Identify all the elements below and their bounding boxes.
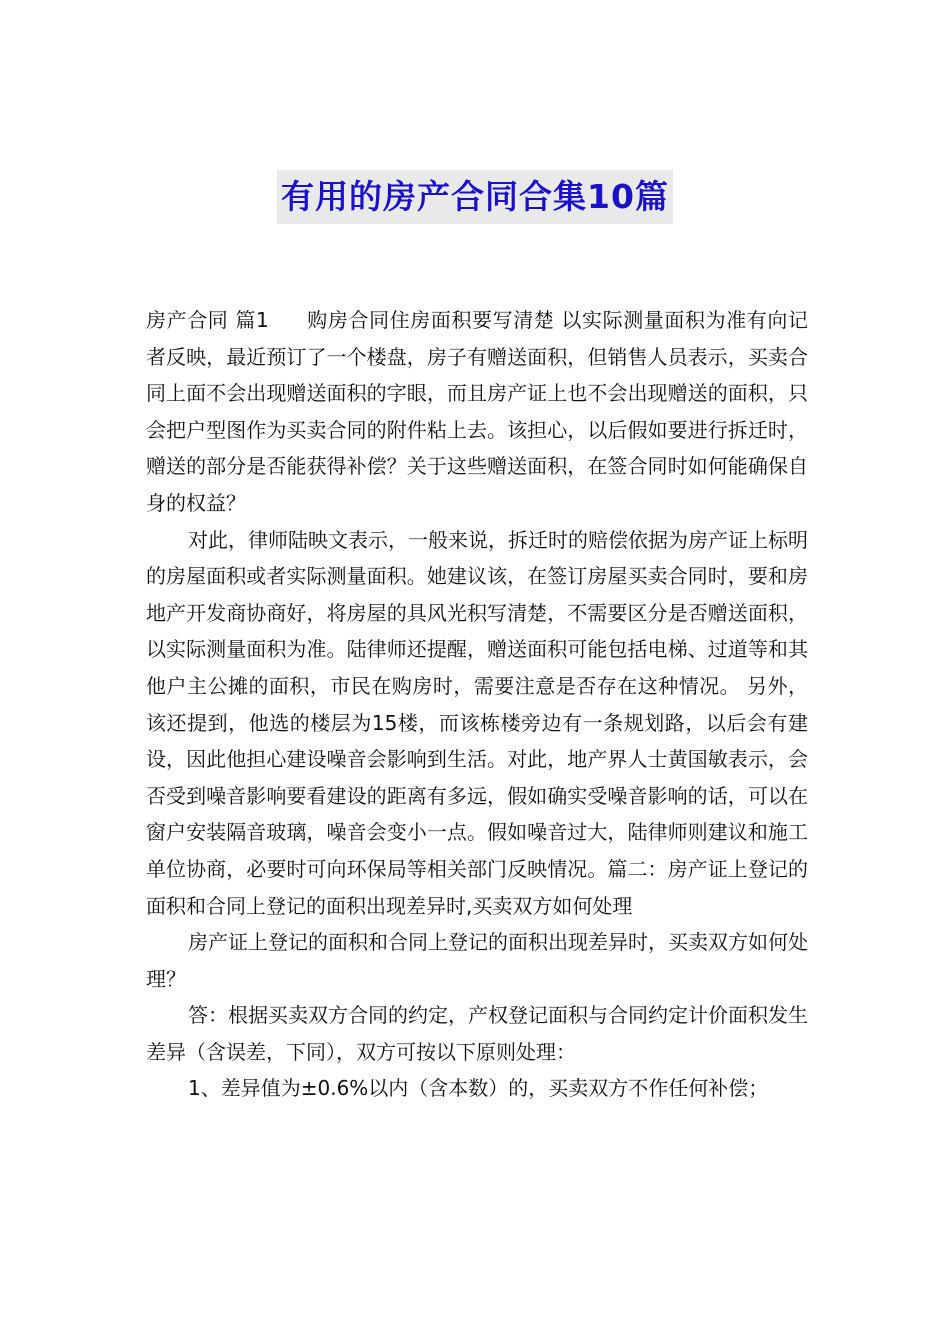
section-heading: 房产合同 篇1 <box>146 308 269 332</box>
document-title: 有用的房产合同合集10篇 <box>277 170 673 224</box>
paragraph-3: 房产证上登记的面积和合同上登记的面积出现差异时，买卖双方如何处理？ <box>146 930 808 991</box>
paragraph-5: 1、差异值为±0.6%以内（含本数）的，买卖双方不作任何补偿； <box>188 1076 769 1101</box>
title-container <box>0 170 950 224</box>
paragraph-1 <box>146 302 808 522</box>
paragraph-2: 对此，律师陆映文表示，一般来说，拆迁时的赔偿依据为房产证上标明的房屋面积或者实际测量面积。她建议该，在签订房屋买卖合同时，要和房地产开发商协商好，将房屋的具风光积写清楚，不需要区分是否赠送面积，以实际测量面积为准。陆律师还提醒，赠送面积可能包括电梯、过道等和其他户主公摊的面积，市民在购房时，需要注意是否存在这种情况。 另外，该还提到，他选的楼层为15楼，而该栋楼旁边有一条规划路，以后会有建设，因此他担心建设噪音会影响到生活。对此，地产界人士黄国敏表示，会否受到噪音影响要看建设的距离有多远，假如确实受噪音影响的话，可以在窗户安装隔音玻璃，噪音会变小一点。假如噪音过大，陆律师则建议和施工单位协商，必要时可向环保局等相关部门反映情况。篇二：房产证上登记的面积和合同上登记的面积出现差异时,买卖双方如何处理 <box>146 527 808 918</box>
paragraph-4: 答：根据买卖双方合同的约定，产权登记面积与合同约定计价面积发生差异（含误差，下同），双方可按以下原则处理： <box>146 1003 808 1064</box>
document-body <box>146 302 808 1107</box>
paragraph-1-text: 购房合同住房面积要写清楚 以实际测量面积为准有向记者反映，最近预订了一个楼盘，房子有赠送面积，但销售人员表示，买卖合同上面不会出现赠送面积的字眼，而且房产证上也不会出现赠送的面积，只会把户型图作为买卖合同的附件粘上去。该担心，以后假如要进行拆迁时，赠送的部分是否能获得补偿？关于这些赠送面积，在签合同时如何能确保自身的权益？ <box>146 308 808 515</box>
